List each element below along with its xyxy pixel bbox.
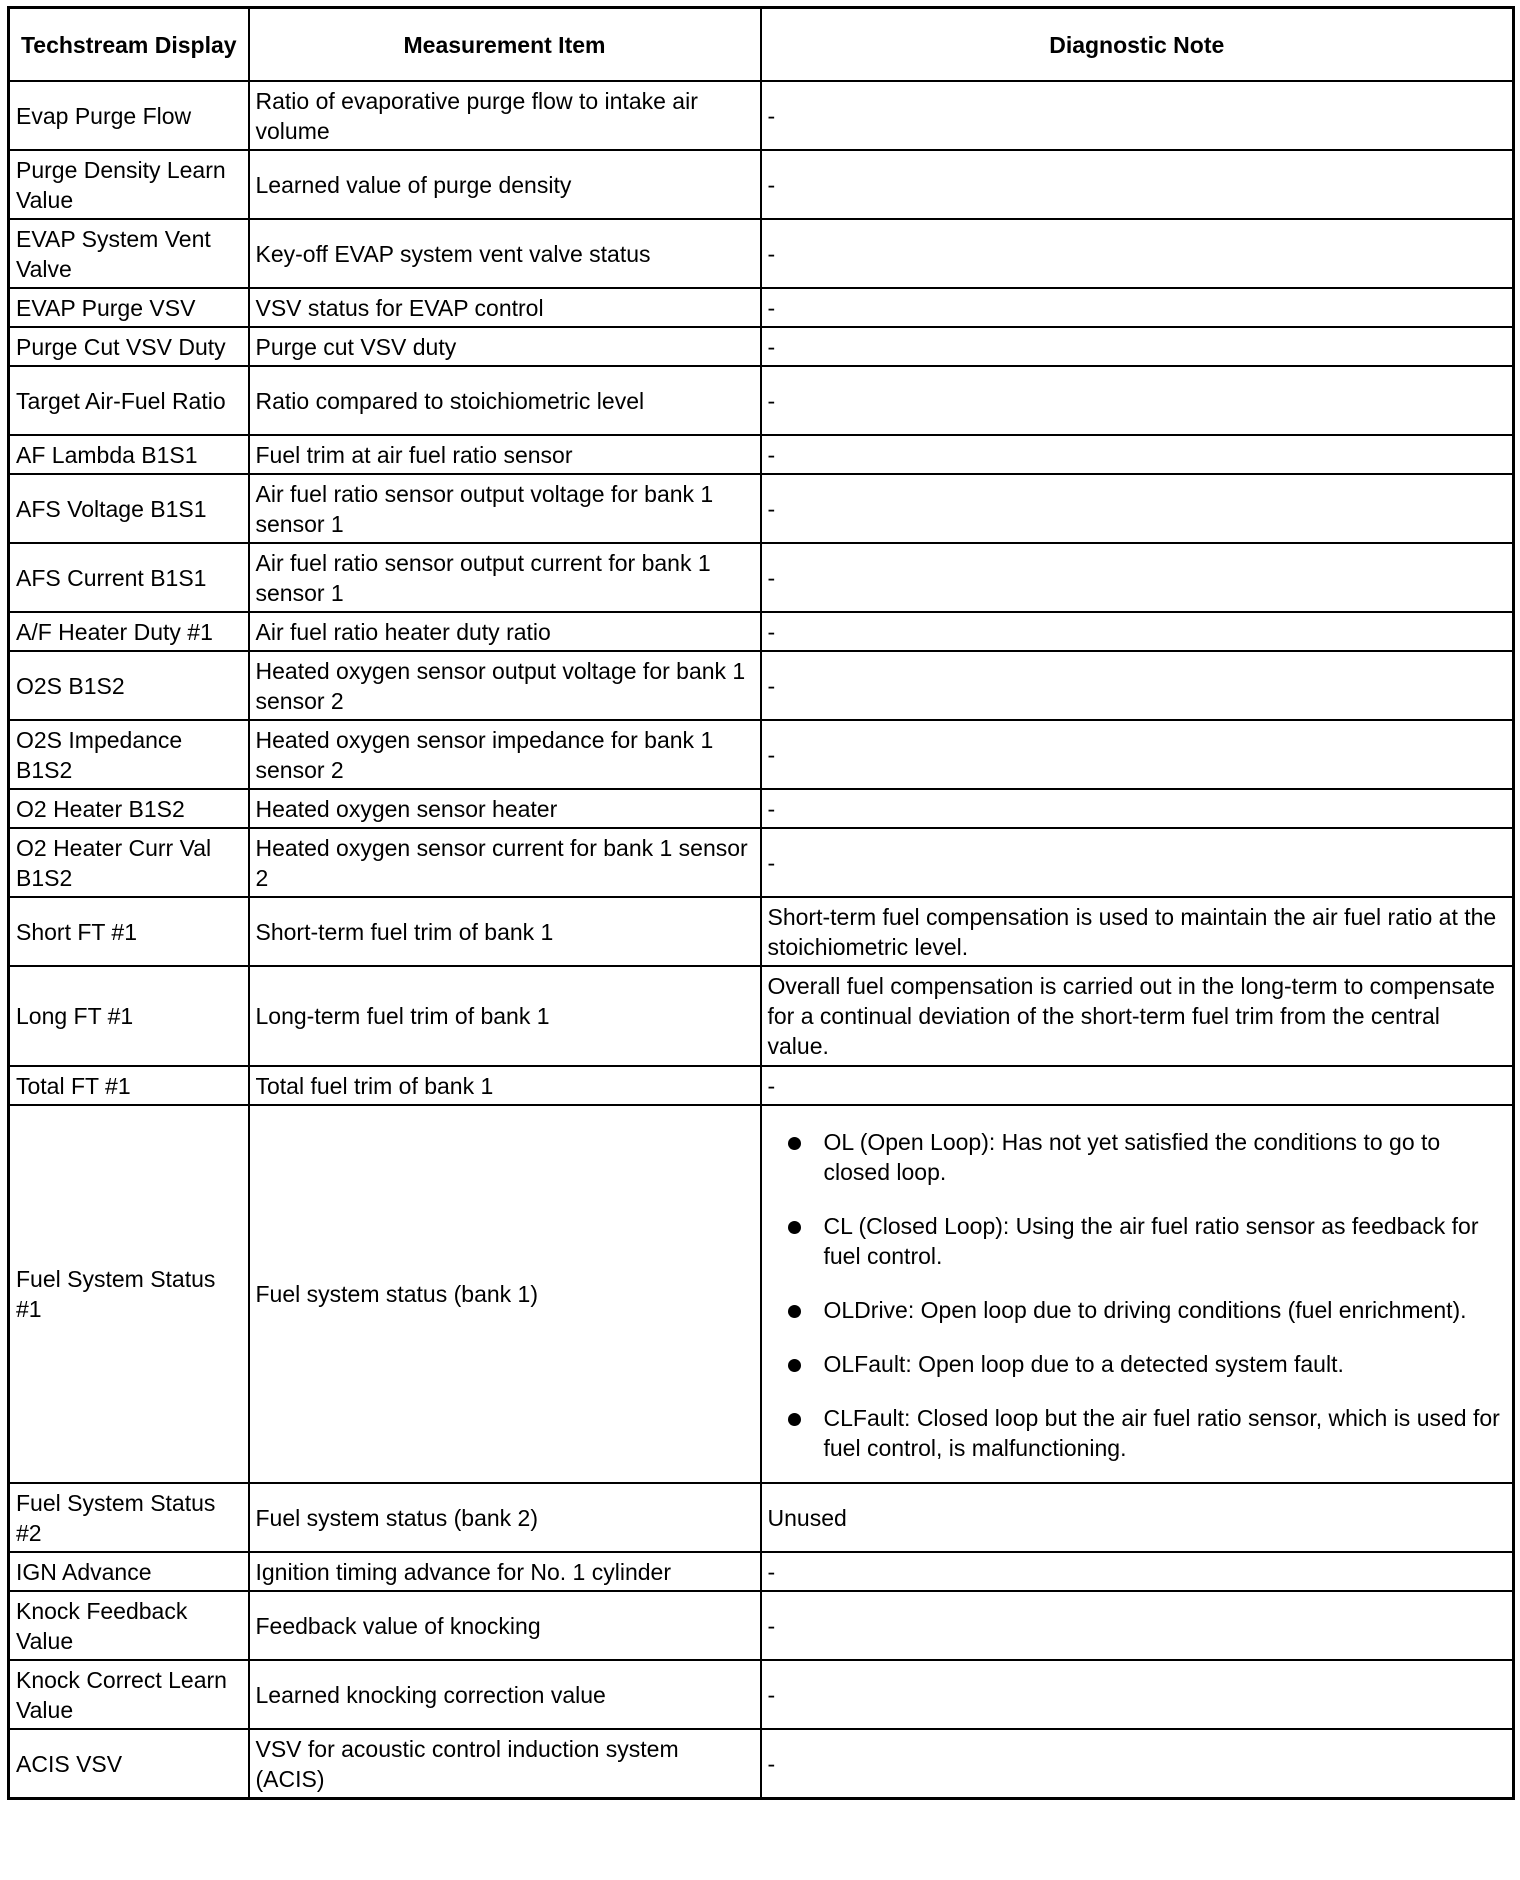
header-row	[9, 8, 1514, 82]
note-cell: -	[761, 720, 1514, 789]
table-row	[9, 966, 1514, 1066]
list-item: CLFault: Closed loop but the air fuel ratio sensor, which is used for fuel control, is malfunctioning.	[768, 1403, 1507, 1463]
display-cell: O2 Heater Curr Val B1S2	[9, 828, 249, 897]
item-cell: Fuel system status (bank 1)	[249, 1105, 761, 1483]
table-row	[9, 651, 1514, 720]
display-cell: IGN Advance	[9, 1552, 249, 1591]
display-cell: Knock Feedback Value	[9, 1591, 249, 1660]
header-techstream-display: Techstream Display	[9, 8, 249, 82]
table-row	[9, 789, 1514, 828]
table-row	[9, 1591, 1514, 1660]
item-cell: Key-off EVAP system vent valve status	[249, 219, 761, 288]
display-cell: Purge Density Learn Value	[9, 150, 249, 219]
table-row	[9, 720, 1514, 789]
display-cell: EVAP System Vent Valve	[9, 219, 249, 288]
table-row	[9, 81, 1514, 150]
note-cell: -	[761, 150, 1514, 219]
diagnostic-table-page	[7, 6, 1512, 1800]
header-measurement-item: Measurement Item	[249, 8, 761, 82]
note-cell: -	[761, 651, 1514, 720]
table-row	[9, 612, 1514, 651]
display-cell: O2S B1S2	[9, 651, 249, 720]
list-item: OL (Open Loop): Has not yet satisfied the conditions to go to closed loop.	[768, 1127, 1507, 1187]
note-cell: -	[761, 219, 1514, 288]
display-cell: EVAP Purge VSV	[9, 288, 249, 327]
item-cell: Heated oxygen sensor output voltage for bank 1 sensor 2	[249, 651, 761, 720]
item-cell: Heated oxygen sensor current for bank 1 sensor 2	[249, 828, 761, 897]
display-cell: Total FT #1	[9, 1066, 249, 1105]
display-cell: O2 Heater B1S2	[9, 789, 249, 828]
item-cell: VSV status for EVAP control	[249, 288, 761, 327]
note-cell: -	[761, 543, 1514, 612]
item-cell: Purge cut VSV duty	[249, 327, 761, 366]
table-row	[9, 1660, 1514, 1729]
display-cell: Evap Purge Flow	[9, 81, 249, 150]
table-row	[9, 366, 1514, 435]
display-cell: AFS Current B1S1	[9, 543, 249, 612]
list-item: OLDrive: Open loop due to driving conditions (fuel enrichment).	[768, 1295, 1507, 1325]
table-row	[9, 1729, 1514, 1799]
list-item: OLFault: Open loop due to a detected system fault.	[768, 1349, 1507, 1379]
table-row	[9, 1483, 1514, 1552]
table-row	[9, 1552, 1514, 1591]
note-cell: Unused	[761, 1483, 1514, 1552]
item-cell: Ratio of evaporative purge flow to intake air volume	[249, 81, 761, 150]
table-row	[9, 543, 1514, 612]
display-cell: ACIS VSV	[9, 1729, 249, 1799]
fuel-status-bullet-list	[768, 1121, 1507, 1467]
item-cell: Learned knocking correction value	[249, 1660, 761, 1729]
item-cell: Heated oxygen sensor impedance for bank 1 sensor 2	[249, 720, 761, 789]
table-row	[9, 897, 1514, 966]
table-row	[9, 1105, 1514, 1483]
note-cell: -	[761, 1066, 1514, 1105]
item-cell: Short-term fuel trim of bank 1	[249, 897, 761, 966]
note-cell: -	[761, 288, 1514, 327]
note-cell: Overall fuel compensation is carried out in the long-term to compensate for a continual deviation of the short-term fuel trim from the central value.	[761, 966, 1514, 1066]
display-cell: Knock Correct Learn Value	[9, 1660, 249, 1729]
item-cell: Air fuel ratio sensor output voltage for bank 1 sensor 1	[249, 474, 761, 543]
item-cell: Long-term fuel trim of bank 1	[249, 966, 761, 1066]
note-cell: -	[761, 1552, 1514, 1591]
table-row	[9, 474, 1514, 543]
note-cell: -	[761, 474, 1514, 543]
note-cell: Short-term fuel compensation is used to maintain the air fuel ratio at the stoichiometric level.	[761, 897, 1514, 966]
list-item: CL (Closed Loop): Using the air fuel ratio sensor as feedback for fuel control.	[768, 1211, 1507, 1271]
item-cell: VSV for acoustic control induction system (ACIS)	[249, 1729, 761, 1799]
display-cell: Short FT #1	[9, 897, 249, 966]
display-cell: Fuel System Status #1	[9, 1105, 249, 1483]
item-cell: Feedback value of knocking	[249, 1591, 761, 1660]
table-row	[9, 828, 1514, 897]
note-cell: -	[761, 81, 1514, 150]
note-cell: -	[761, 366, 1514, 435]
table-row	[9, 219, 1514, 288]
display-cell: A/F Heater Duty #1	[9, 612, 249, 651]
display-cell: AFS Voltage B1S1	[9, 474, 249, 543]
note-cell: -	[761, 789, 1514, 828]
note-cell: -	[761, 435, 1514, 474]
item-cell: Ratio compared to stoichiometric level	[249, 366, 761, 435]
item-cell: Learned value of purge density	[249, 150, 761, 219]
note-cell: -	[761, 1660, 1514, 1729]
item-cell: Fuel trim at air fuel ratio sensor	[249, 435, 761, 474]
note-cell: -	[761, 828, 1514, 897]
item-cell: Air fuel ratio heater duty ratio	[249, 612, 761, 651]
table-row	[9, 288, 1514, 327]
item-cell: Ignition timing advance for No. 1 cylinder	[249, 1552, 761, 1591]
data-list-table	[7, 6, 1515, 1800]
item-cell: Fuel system status (bank 2)	[249, 1483, 761, 1552]
display-cell: Target Air-Fuel Ratio	[9, 366, 249, 435]
item-cell: Heated oxygen sensor heater	[249, 789, 761, 828]
table-row	[9, 150, 1514, 219]
table-row	[9, 435, 1514, 474]
table-row	[9, 1066, 1514, 1105]
header-diagnostic-note: Diagnostic Note	[761, 8, 1514, 82]
display-cell: Purge Cut VSV Duty	[9, 327, 249, 366]
display-cell: Fuel System Status #2	[9, 1483, 249, 1552]
note-cell: -	[761, 1729, 1514, 1799]
display-cell: Long FT #1	[9, 966, 249, 1066]
note-cell: -	[761, 327, 1514, 366]
note-cell	[761, 1105, 1514, 1483]
table-row	[9, 327, 1514, 366]
item-cell: Total fuel trim of bank 1	[249, 1066, 761, 1105]
note-cell: -	[761, 612, 1514, 651]
item-cell: Air fuel ratio sensor output current for bank 1 sensor 1	[249, 543, 761, 612]
display-cell: AF Lambda B1S1	[9, 435, 249, 474]
display-cell: O2S Impedance B1S2	[9, 720, 249, 789]
note-cell: -	[761, 1591, 1514, 1660]
